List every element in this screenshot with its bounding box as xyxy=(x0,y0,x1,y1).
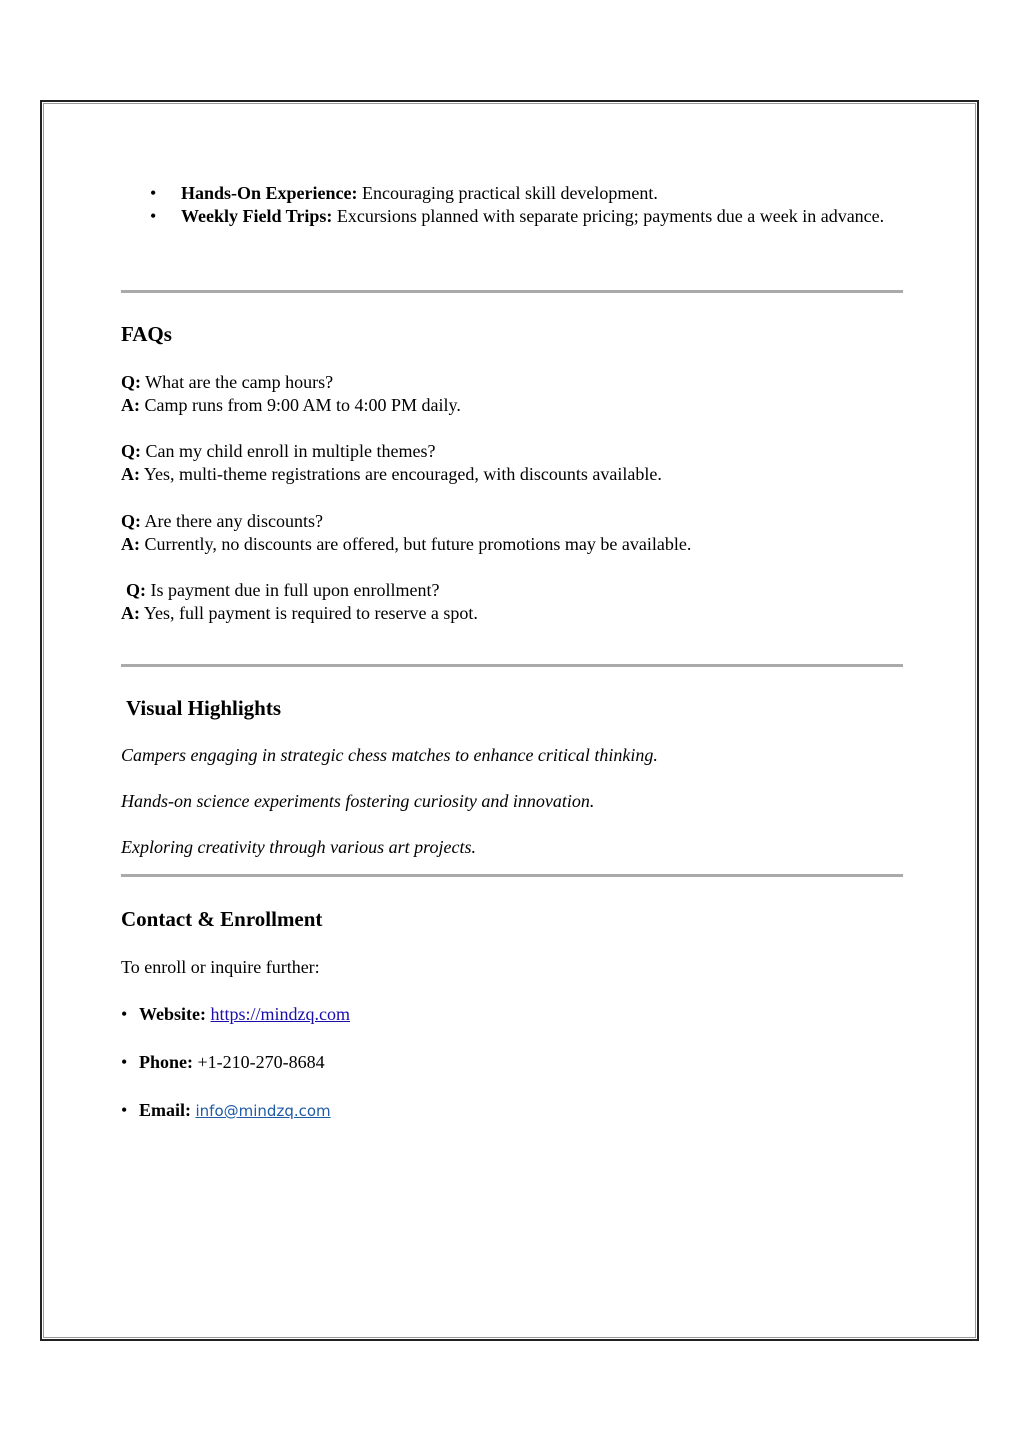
divider xyxy=(121,874,903,877)
contact-email xyxy=(121,1099,331,1123)
divider xyxy=(121,290,903,293)
faq-item xyxy=(121,440,662,486)
email-link[interactable]: info@mindzq.com xyxy=(195,1102,331,1120)
q-prefix: Q: xyxy=(126,580,146,600)
faq-answer: Camp runs from 9:00 AM to 4:00 PM daily. xyxy=(140,395,461,415)
website-link[interactable]: https://mindzq.com xyxy=(210,1004,350,1024)
contact-phone xyxy=(121,1051,325,1074)
phone-value: +1-210-270-8684 xyxy=(197,1052,325,1072)
faq-question: Are there any discounts? xyxy=(141,511,323,531)
contact-intro: To enroll or inquire further: xyxy=(121,957,320,977)
email-label: Email: xyxy=(139,1100,191,1120)
q-prefix: Q: xyxy=(121,441,141,461)
feature-item xyxy=(181,205,931,228)
faq-question: Is payment due in full upon enrollment? xyxy=(146,580,440,600)
faq-question: What are the camp hours? xyxy=(141,372,334,392)
highlight-caption: Exploring creativity through various art projects. xyxy=(121,837,476,857)
feature-text: Excursions planned with separate pricing; payments due a week in advance. xyxy=(332,206,885,226)
faq-item xyxy=(121,510,691,556)
contact-heading: Contact & Enrollment xyxy=(121,907,323,931)
feature-label: Weekly Field Trips: xyxy=(181,206,333,226)
feature-text: Encouraging practical skill development. xyxy=(357,183,658,203)
bullet-icon: • xyxy=(121,1052,128,1072)
faq-question: Can my child enroll in multiple themes? xyxy=(141,441,436,461)
a-prefix: A: xyxy=(121,464,140,484)
a-prefix: A: xyxy=(121,395,140,415)
feature-label: Hands-On Experience: xyxy=(181,183,358,203)
q-prefix: Q: xyxy=(121,511,141,531)
bullet-icon: • xyxy=(121,1004,128,1024)
highlight-caption: Hands-on science experiments fostering curiosity and innovation. xyxy=(121,791,595,811)
bullet-icon: • xyxy=(121,1100,128,1120)
website-label: Website: xyxy=(139,1004,206,1024)
faq-answer: Yes, full payment is required to reserve a spot. xyxy=(140,603,478,623)
feature-item xyxy=(181,182,931,205)
a-prefix: A: xyxy=(121,534,140,554)
q-prefix: Q: xyxy=(121,372,141,392)
highlights-heading: Visual Highlights xyxy=(126,696,282,720)
divider xyxy=(121,664,903,667)
contact-website xyxy=(121,1003,350,1026)
highlight-caption: Campers engaging in strategic chess matches to enhance critical thinking. xyxy=(121,745,658,765)
phone-label: Phone: xyxy=(139,1052,193,1072)
a-prefix: A: xyxy=(121,603,140,623)
features-list xyxy=(150,182,931,228)
faq-item xyxy=(121,371,461,417)
faq-answer: Yes, multi-theme registrations are encouraged, with discounts available. xyxy=(140,464,662,484)
faq-answer: Currently, no discounts are offered, but future promotions may be available. xyxy=(140,534,692,554)
faq-item xyxy=(121,579,478,625)
faqs-heading: FAQs xyxy=(121,322,172,346)
